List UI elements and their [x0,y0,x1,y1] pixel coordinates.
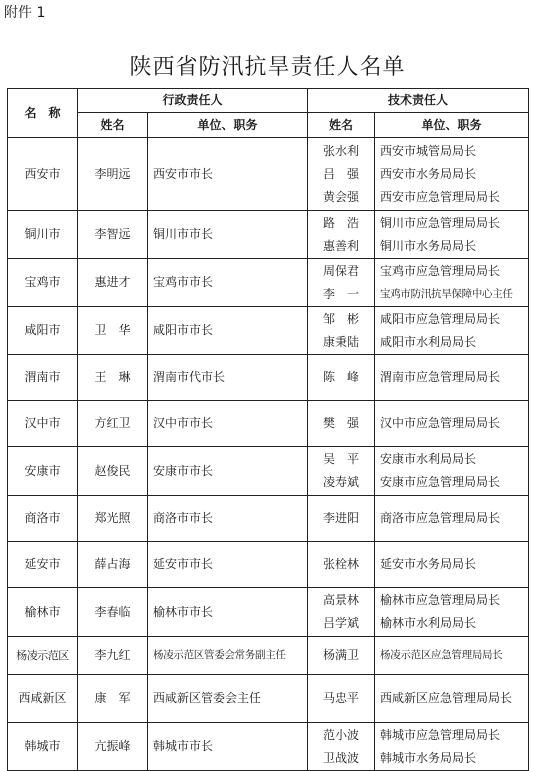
admin-unit-cell: 榆林市市长 [148,588,308,637]
tech-name: 樊 强 [323,416,360,430]
tech-unit-cell [375,401,529,447]
table-row [8,447,529,496]
tech-name: 李进阳 [323,511,360,525]
header-tech-unit: 单位、职务 [375,113,529,138]
responsibility-table [7,88,529,771]
admin-name-cell: 王 琳 [78,355,148,401]
tech-name: 吴 平 [323,452,360,466]
table-row [8,637,529,675]
admin-unit-cell: 渭南市代市长 [148,355,308,401]
tech-unit-cell [375,675,529,723]
city-cell: 铜川市 [8,211,78,259]
admin-name-cell: 薛占海 [78,542,148,588]
table-row [8,259,529,307]
tech-name: 马忠平 [323,691,360,705]
tech-unit: 宝鸡市应急管理局局长 [380,263,501,278]
table-row [8,138,529,211]
tech-unit: 西安市应急管理局局长 [380,189,501,204]
admin-unit-cell: 延安市市长 [148,542,308,588]
tech-name: 张水利 [323,143,360,158]
page-title: 陕西省防汛抗旱责任人名单 [129,55,406,80]
tech-unit-cell [375,355,529,401]
tech-unit-cell [375,637,529,675]
admin-name-cell: 惠进才 [78,259,148,307]
tech-name: 杨满卫 [323,648,360,662]
city-cell: 渭南市 [8,355,78,401]
admin-unit-cell: 西安市市长 [148,138,308,211]
city-cell: 榆林市 [8,588,78,637]
admin-unit-cell: 铜川市市长 [148,211,308,259]
tech-unit: 韩城市应急管理局局长 [380,727,501,742]
tech-unit: 铜川市水务局局长 [380,238,477,253]
tech-unit: 西安市水务局局长 [380,166,477,181]
tech-unit-cell [375,723,529,771]
admin-name-cell: 赵俊民 [78,447,148,496]
attachment-label: 附件 1 [4,5,46,21]
admin-name-cell: 亢振峰 [78,723,148,771]
tech-unit: 榆林市应急管理局局长 [380,593,501,607]
tech-name-cell [308,637,375,675]
tech-name-cell [308,723,375,771]
admin-name-cell: 李春临 [78,588,148,637]
table-row [8,496,529,542]
table-row [8,542,529,588]
tech-name: 范小波 [323,727,360,742]
tech-unit: 宝鸡市防汛抗旱保障中心主任 [380,287,513,300]
header-tech: 技术责任人 [308,89,529,113]
tech-unit: 渭南市应急管理局局长 [380,370,501,384]
admin-unit-cell: 咸阳市市长 [148,307,308,355]
tech-unit-cell [375,259,529,307]
tech-unit-cell [375,138,529,211]
tech-name: 黄会强 [323,189,360,204]
tech-unit-cell [375,307,529,355]
tech-name-cell [308,355,375,401]
city-cell: 安康市 [8,447,78,496]
admin-name-cell: 李智远 [78,211,148,259]
admin-unit-cell: 西咸新区管委会主任 [148,675,308,723]
tech-unit-cell [375,542,529,588]
table-row [8,723,529,771]
tech-unit: 安康市水利局局长 [380,452,477,466]
tech-name: 路 浩 [323,215,360,230]
city-cell: 商洛市 [8,496,78,542]
tech-unit: 商洛市应急管理局局长 [380,511,501,525]
city-cell: 韩城市 [8,723,78,771]
tech-unit: 榆林市水利局局长 [380,616,477,630]
tech-name-cell [308,259,375,307]
tech-unit-cell [375,588,529,637]
admin-name-cell: 康 军 [78,675,148,723]
tech-name: 吕学斌 [323,616,360,630]
table-row [8,401,529,447]
admin-unit-cell: 汉中市市长 [148,401,308,447]
city-cell: 杨凌示范区 [8,637,78,675]
tech-name-cell [308,496,375,542]
tech-unit: 西安市城管局局长 [380,143,477,158]
tech-unit: 延安市水务局局长 [380,557,477,571]
city-cell: 汉中市 [8,401,78,447]
tech-name: 惠善利 [323,238,360,253]
admin-name-cell: 李明远 [78,138,148,211]
tech-name-cell [308,211,375,259]
header-admin-person: 姓名 [78,113,148,138]
tech-unit: 汉中市应急管理局局长 [380,416,501,430]
table-row [8,355,529,401]
tech-unit: 咸阳市应急管理局局长 [380,311,501,326]
header-admin: 行政责任人 [78,89,308,113]
tech-unit: 杨凌示范区应急管理局局长 [380,649,503,661]
tech-name: 张栓林 [323,557,360,571]
admin-unit-cell: 杨凌示范区管委会常务副主任 [148,637,308,675]
tech-name: 陈 峰 [323,370,360,384]
tech-unit: 咸阳市水利局局长 [380,334,477,349]
tech-name: 高景林 [323,593,360,607]
city-cell: 宝鸡市 [8,259,78,307]
table-row [8,307,529,355]
admin-name-cell: 卫 华 [78,307,148,355]
tech-name: 周保君 [323,263,360,278]
admin-name-cell: 方红卫 [78,401,148,447]
tech-name: 吕 强 [323,166,360,181]
admin-name-cell: 郑光照 [78,496,148,542]
tech-unit: 韩城市水务局局长 [380,750,477,765]
tech-unit-cell [375,211,529,259]
tech-unit: 西咸新区应急管理局局长 [380,691,513,705]
table-row [8,675,529,723]
tech-unit-cell [375,496,529,542]
header-name: 名 称 [8,89,78,138]
tech-name: 凌寿斌 [323,475,360,489]
city-cell: 延安市 [8,542,78,588]
tech-name-cell [308,542,375,588]
admin-name-cell: 李九红 [78,637,148,675]
tech-name: 卫战波 [323,750,360,765]
tech-name: 李 一 [323,286,360,301]
city-cell: 西咸新区 [8,675,78,723]
tech-name: 邹 彬 [323,311,360,326]
tech-unit-cell [375,447,529,496]
tech-name: 康秉陆 [323,334,360,349]
city-cell: 咸阳市 [8,307,78,355]
tech-unit: 铜川市应急管理局局长 [380,215,501,230]
table-row [8,588,529,637]
tech-name-cell [308,401,375,447]
header-admin-unit: 单位、职务 [148,113,308,138]
admin-unit-cell: 商洛市市长 [148,496,308,542]
header-tech-person: 姓名 [308,113,375,138]
table-row [8,211,529,259]
tech-name-cell [308,588,375,637]
tech-name-cell [308,307,375,355]
tech-name-cell [308,138,375,211]
city-cell: 西安市 [8,138,78,211]
table-body [8,138,529,771]
tech-name-cell [308,447,375,496]
admin-unit-cell: 韩城市市长 [148,723,308,771]
tech-name-cell [308,675,375,723]
admin-unit-cell: 宝鸡市市长 [148,259,308,307]
admin-unit-cell: 安康市市长 [148,447,308,496]
tech-unit: 安康市应急管理局局长 [380,475,501,489]
